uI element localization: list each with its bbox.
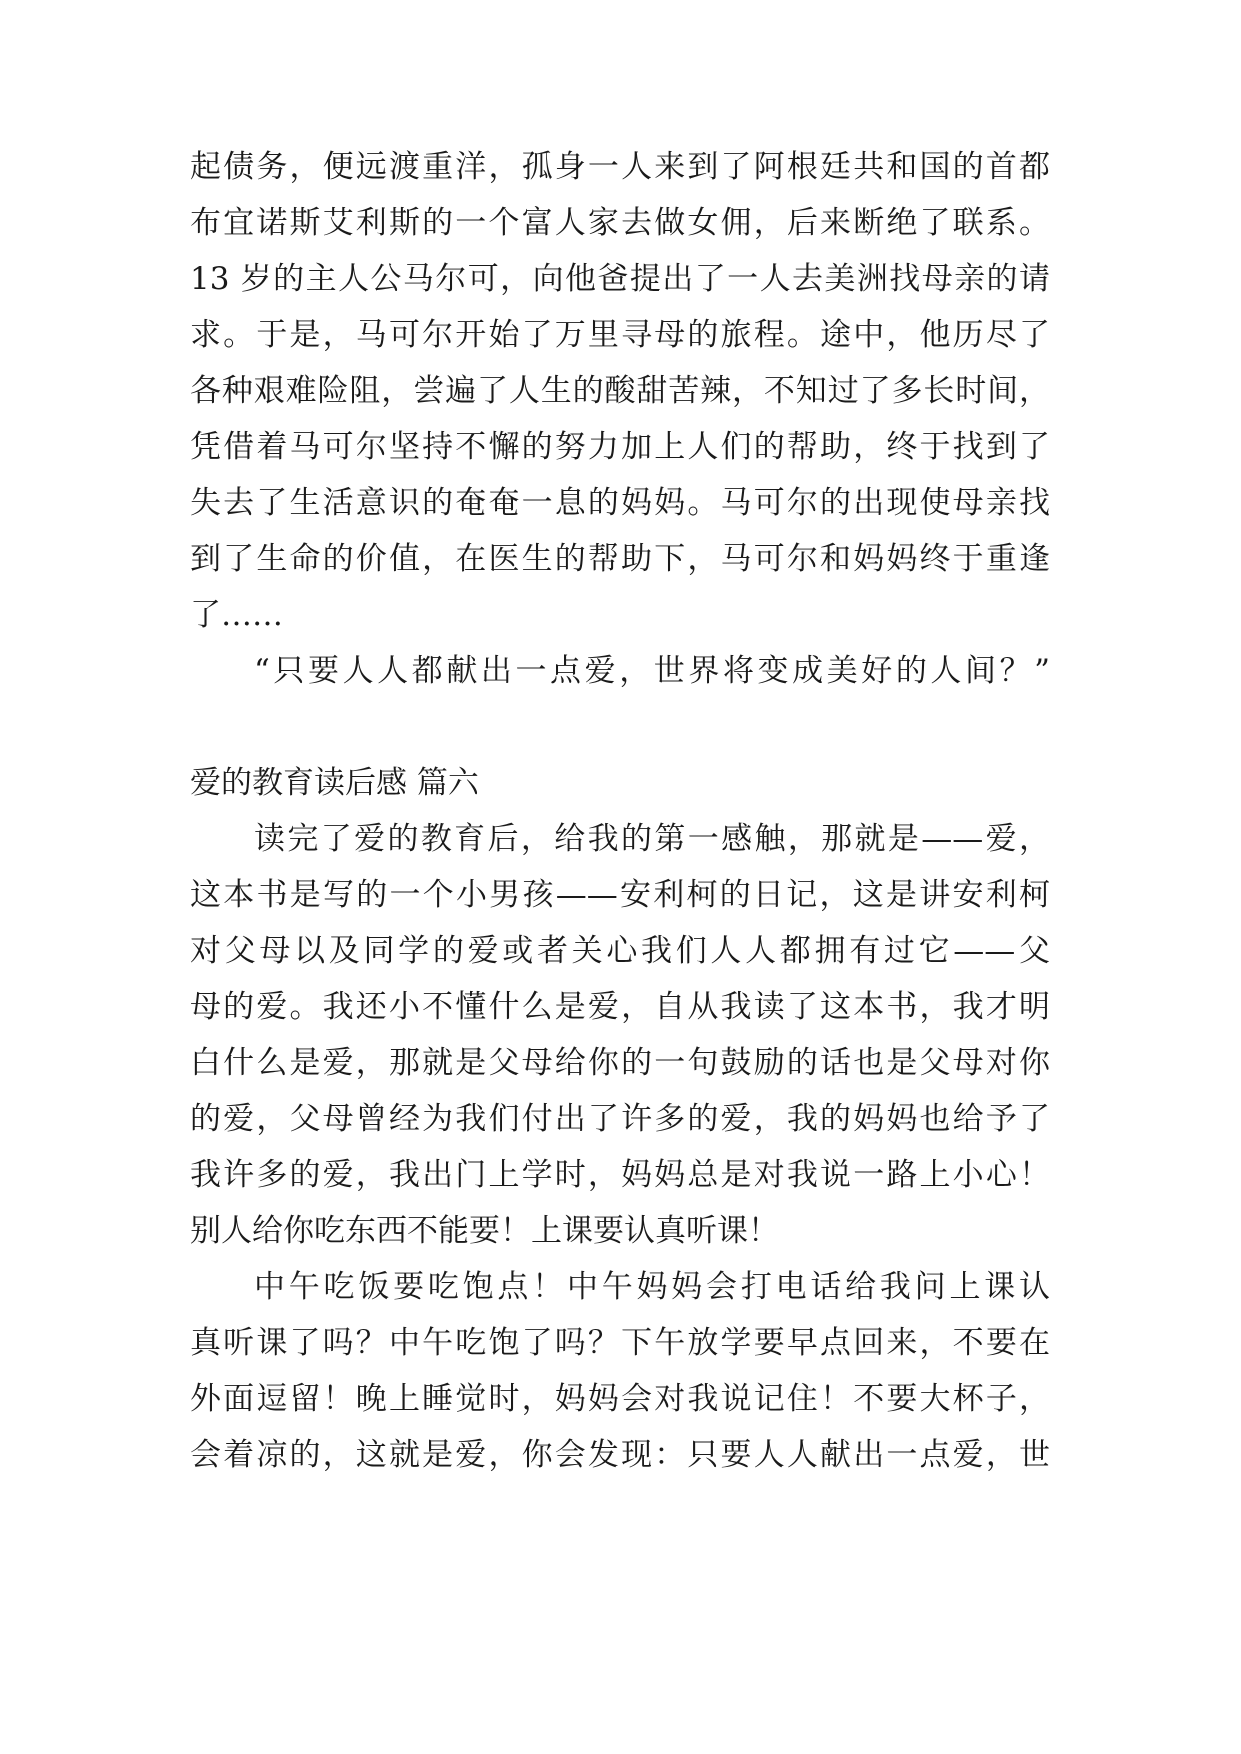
paragraph-line: 的爱，父母曾经为我们付出了许多的爱，我的妈妈也给予了 bbox=[190, 1101, 1050, 1137]
paragraph-line: 13 岁的主人公马尔可，向他爸提出了一人去美洲找母亲的请 bbox=[190, 261, 1050, 297]
paragraph-line: 了…… bbox=[190, 597, 283, 633]
paragraph-line: 求。于是，马可尔开始了万里寻母的旅程。途中，他历尽了 bbox=[190, 317, 1050, 353]
paragraph-line: 凭借着马可尔坚持不懈的努力加上人们的帮助，终于找到了 bbox=[190, 429, 1050, 465]
paragraph-line: 布宜诺斯艾利斯的一个富人家去做女佣，后来断绝了联系。 bbox=[190, 205, 1050, 241]
paragraph-line: 失去了生活意识的奄奄一息的妈妈。马可尔的出现使母亲找 bbox=[190, 485, 1050, 521]
paragraph-line: 读完了爱的教育后，给我的第一感触，那就是——爱， bbox=[254, 821, 1050, 857]
paragraph-line: 会着凉的，这就是爱，你会发现：只要人人献出一点爱，世 bbox=[190, 1437, 1050, 1473]
paragraph-line: 别人给你吃东西不能要！上课要认真听课！ bbox=[190, 1213, 779, 1249]
quote-line: “只要人人都献出一点爱，世界将变成美好的人间？” bbox=[254, 653, 1050, 689]
section-heading: 爱的教育读后感 篇六 bbox=[190, 765, 479, 801]
paragraph-line: 起债务，便远渡重洋，孤身一人来到了阿根廷共和国的首都 bbox=[190, 149, 1050, 185]
paragraph-line: 中午吃饭要吃饱点！中午妈妈会打电话给我问上课认 bbox=[254, 1269, 1050, 1305]
paragraph-line: 外面逗留！晚上睡觉时，妈妈会对我说记住！不要大杯子， bbox=[190, 1381, 1050, 1417]
paragraph-line: 母的爱。我还小不懂什么是爱，自从我读了这本书，我才明 bbox=[190, 989, 1050, 1025]
paragraph-line: 白什么是爱，那就是父母给你的一句鼓励的话也是父母对你 bbox=[190, 1045, 1050, 1081]
paragraph-line: 各种艰难险阻，尝遍了人生的酸甜苦辣，不知过了多长时间， bbox=[190, 373, 1050, 409]
paragraph-line: 我许多的爱，我出门上学时，妈妈总是对我说一路上小心！ bbox=[190, 1157, 1050, 1193]
paragraph-line: 对父母以及同学的爱或者关心我们人人都拥有过它——父 bbox=[190, 933, 1050, 969]
paragraph-line: 这本书是写的一个小男孩——安利柯的日记，这是讲安利柯 bbox=[190, 877, 1050, 913]
paragraph-line: 到了生命的价值，在医生的帮助下，马可尔和妈妈终于重逢 bbox=[190, 541, 1050, 577]
paragraph-line: 真听课了吗？中午吃饱了吗？下午放学要早点回来，不要在 bbox=[190, 1325, 1050, 1361]
